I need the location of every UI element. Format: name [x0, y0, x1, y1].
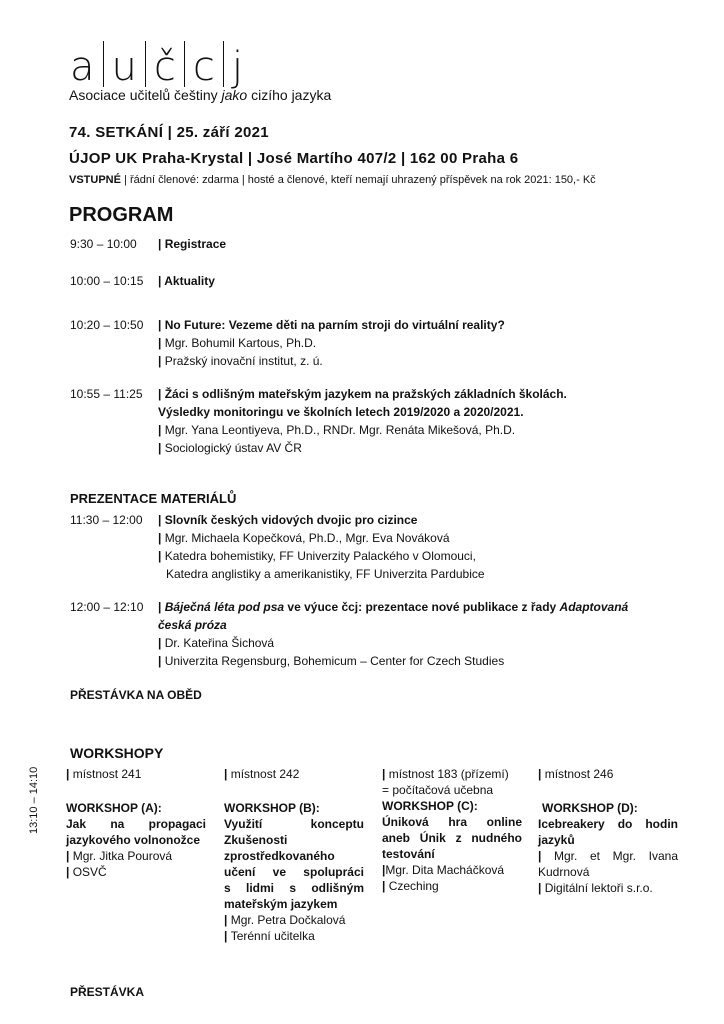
logo-letter: a: [70, 44, 95, 90]
org: OSVČ: [72, 865, 107, 879]
workshop-d: | místnost 246 WORKSHOP (D): Icebreakery do hodin jazyků | Mgr. et Mgr. Ivana Kudrnová | Digitální lektoři s.r.o.: [538, 767, 678, 895]
org: Terénní učitelka: [230, 929, 315, 943]
item-title-italic: Adaptovaná: [559, 600, 629, 614]
item-title: Registrace: [164, 237, 227, 251]
item-org-cont: Katedra anglistiky a amerikanistiky, FF Univerzita Pardubice: [166, 567, 485, 581]
workshop-title: mateřským jazykem: [224, 897, 338, 911]
workshop-label: WORKSHOP (C):: [382, 799, 478, 813]
subtitle-italic: jako: [221, 87, 248, 103]
item-org: Sociologický ústav AV ČR: [164, 441, 302, 455]
workshop-time: 13:10 – 14:10: [28, 766, 40, 834]
item-title-cont: Výsledky monitoringu ve školních letech 2019/2020 a 2020/2021.: [158, 405, 524, 419]
speaker: Mgr. Dita Macháčková: [385, 863, 505, 877]
logo-letter: u: [111, 44, 137, 90]
speaker-cont: Kudrnová: [538, 865, 590, 879]
break-label: PŘESTÁVKA: [70, 985, 145, 999]
association-subtitle: [69, 87, 331, 103]
room-note: = počítačová učebna: [382, 783, 494, 797]
workshop-c: | místnost 183 (přízemí) = počítačová učebna WORKSHOP (C): Úniková hra online aneb Únik z nudného testování |Mgr. Dita Macháčková | Czeching: [382, 767, 522, 893]
workshop-a: | místnost 241 WORKSHOP (A): Jak na propagaci jazykového volnonožce | Mgr. Jitka Pourová | OSVČ: [66, 767, 206, 879]
logo-letter: č: [153, 44, 176, 90]
item-time: 10:00 – 10:15: [70, 274, 144, 288]
item-time: 11:30 – 12:00: [70, 513, 143, 527]
workshop-title: jazyků: [538, 833, 575, 847]
workshop-title: s lidmi s odlišným: [224, 881, 364, 895]
workshop-title: Icebreakery do hodin: [538, 817, 678, 831]
workshop-title: učení ve spolupráci: [224, 865, 364, 879]
materials-heading: PREZENTACE MATERIÁLŮ: [70, 491, 237, 506]
item-title: Slovník českých vidových dvojic pro cizince: [164, 513, 418, 527]
item-title: Žáci s odlišným mateřským jazykem na pražských základních školách.: [164, 387, 567, 401]
item-title: Aktuality: [164, 274, 215, 288]
workshop-label: WORKSHOP (B):: [224, 801, 320, 815]
lunch-break: PŘESTÁVKA NA OBĚD: [70, 688, 202, 702]
room: místnost 242: [230, 767, 300, 781]
item-time: 9:30 – 10:00: [70, 237, 137, 251]
room: místnost 241: [72, 767, 142, 781]
item-org: Pražský inovační institut, z. ú.: [164, 354, 323, 368]
association-logo: [70, 35, 251, 90]
workshop-title: Úniková hra online: [382, 815, 522, 829]
room: místnost 183 (přízemí): [388, 767, 509, 781]
item-time: 10:55 – 11:25: [70, 387, 143, 401]
program-item: 9:30 – 10:00 | Registrace: [70, 237, 227, 251]
meeting-title: 74. SETKÁNÍ | 25. září 2021: [69, 124, 269, 141]
workshop-title: aneb Únik z nudného: [382, 831, 522, 845]
org: Digitální lektoři s.r.o.: [544, 881, 653, 895]
workshop-title: jazykového volnonožce: [66, 833, 201, 847]
item-title-italic: česká próza: [158, 618, 227, 632]
fee-text: | řádní členové: zdarma | hosté a členové, kteří nemají uhrazený příspěvek na rok 2021: 150,- Kč: [120, 174, 596, 186]
workshop-title: Jak na propagaci: [66, 817, 206, 831]
speaker: Mgr. Petra Dočkalová: [230, 913, 346, 927]
workshop-title: Využití konceptu: [224, 817, 364, 831]
item-speaker: Mgr. Yana Leontiyeva, Ph.D., RNDr. Mgr. Renáta Mikešová, Ph.D.: [164, 423, 516, 437]
item-title-italic: Báječná léta pod psa: [164, 600, 285, 614]
item-title: ve výuce čcj: prezentace nové publikace z řady: [284, 600, 560, 614]
program-item: 11:30 – 12:00 | Slovník českých vidových dvojic pro cizince | Mgr. Michaela Kopečková, Ph.D., Mgr. Eva Nováková | Katedra bohemistiky, FF Univerzity Palackého v Olomouci, Katedra anglistiky a amerikanistiky, FF Univerzita Pardubice: [70, 513, 485, 581]
logo-letter: j: [231, 44, 243, 90]
logo-letter: c: [192, 44, 215, 90]
meeting-fee: [69, 174, 596, 186]
workshops-heading: WORKSHOPY: [70, 745, 164, 761]
workshop-title: Zkušenosti: [224, 833, 288, 847]
item-time: 12:00 – 12:10: [70, 600, 144, 614]
subtitle-text: cizího jazyka: [247, 87, 332, 103]
workshop-b: | místnost 242 WORKSHOP (B): Využití konceptu Zkušenosti zprostředkovaného učení ve spolupráci s lidmi s odlišným mateřským jazykem | Mgr. Petra Dočkalová | Terénní učitelka: [224, 767, 364, 943]
subtitle-text: Asociace učitelů češtiny: [69, 87, 222, 103]
item-org: Katedra bohemistiky, FF Univerzity Palackého v Olomouci,: [164, 549, 476, 563]
program-item: 10:20 – 10:50 | No Future: Vezeme děti na parním stroji do virtuální reality? | Mgr. Bohumil Kartous, Ph.D. | Pražský inovační institut, z. ú.: [70, 318, 505, 368]
fee-label: VSTUPNÉ: [69, 174, 121, 186]
speaker: Mgr. Jitka Pourová: [72, 849, 173, 863]
room: místnost 246: [544, 767, 614, 781]
workshop-title: zprostředkovaného: [224, 849, 335, 863]
program-item: 12:00 – 12:10 | Báječná léta pod psa ve výuce čcj: prezentace nové publikace z řady Adaptovaná česká próza | Dr. Kateřina Šichová | Univerzita Regensburg, Bohemicum – Center for Czech Studies: [70, 600, 629, 668]
program-item: 10:00 – 10:15 | Aktuality: [70, 274, 215, 288]
item-org: Univerzita Regensburg, Bohemicum – Center for Czech Studies: [164, 654, 505, 668]
workshop-label: WORKSHOP (D):: [542, 801, 638, 815]
item-speaker: Mgr. Bohumil Kartous, Ph.D.: [164, 336, 317, 350]
meeting-venue: ÚJOP UK Praha-Krystal | José Martího 407/2 | 162 00 Praha 6: [69, 150, 519, 167]
program-heading: PROGRAM: [69, 204, 174, 226]
item-title: No Future: Vezeme děti na parním stroji do virtuální reality?: [164, 318, 505, 332]
speaker: Mgr. et Mgr. Ivana: [554, 849, 678, 863]
item-speaker: Dr. Kateřina Šichová: [164, 636, 275, 650]
item-speaker: Mgr. Michaela Kopečková, Ph.D., Mgr. Eva Nováková: [164, 531, 450, 545]
org: Czeching: [388, 879, 439, 893]
workshop-title: testování: [382, 847, 435, 861]
workshop-label: WORKSHOP (A):: [66, 801, 162, 815]
program-item: 10:55 – 11:25 | Žáci s odlišným mateřským jazykem na pražských základních školách. Výsledky monitoringu ve školních letech 2019/2020 a 2020/2021. | Mgr. Yana Leontiyeva, Ph.D., RNDr. Mgr. Renáta Mikešová, Ph.D. | Sociologický ústav AV ČR: [70, 387, 567, 455]
item-time: 10:20 – 10:50: [70, 318, 144, 332]
